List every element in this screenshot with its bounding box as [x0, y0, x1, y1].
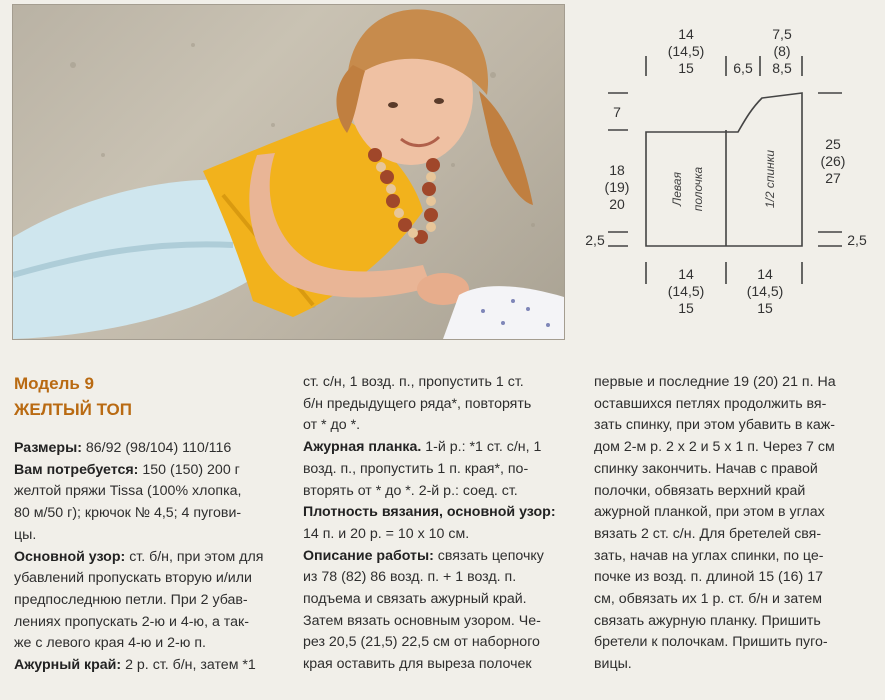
text-line: 80 м/50 г); крючок № 4,5; 4 пугови-	[14, 505, 242, 522]
schema-top-right	[762, 26, 802, 77]
schema-value: 8,5	[772, 60, 792, 76]
continued-paragraph	[303, 372, 575, 437]
text-line: 1-й р.: *1 ст. с/н, 1	[421, 439, 542, 456]
schema-value: 15	[678, 60, 694, 76]
text-line: рез 20,5 (21,5) 22,5 см от наборного	[303, 634, 540, 651]
schema-value: 25	[825, 136, 841, 152]
text-line: см, обвязать их 1 р. ст. б/н и затем	[594, 591, 822, 608]
schema-value: 7,5	[772, 26, 792, 42]
edge-paragraph	[14, 655, 280, 677]
text-line: дом 2-м р. 2 х 2 и 5 х 1 п. Через 7 см	[594, 439, 835, 456]
text-column-1	[14, 438, 280, 677]
schema-value: (8)	[773, 43, 791, 59]
edge-label: Ажурный край:	[14, 657, 122, 674]
schema-top-left	[661, 26, 711, 77]
text-line: возд. п., пропустить 1 п. края*, по-	[303, 460, 529, 477]
text-line: ст. б/н, при этом для	[125, 548, 264, 565]
schema-value: 27	[825, 170, 841, 186]
text-line: из 78 (82) 86 возд. п. + 1 возд. п.	[303, 569, 517, 586]
sizes-paragraph	[14, 438, 280, 460]
schema-top-mid: 6,5	[733, 60, 753, 76]
pattern-schema	[570, 0, 885, 340]
schema-value: (14,5)	[667, 43, 705, 59]
need-paragraph	[14, 460, 280, 547]
schema-bottom-right	[740, 266, 790, 317]
schema-value: (26)	[820, 153, 846, 169]
text-line: ажурной планкой, при этом в углах	[594, 504, 825, 521]
work-label: Описание работы:	[303, 547, 434, 564]
text-line: оставшихся петлях продолжить вя-	[594, 395, 827, 412]
schema-right-25: 2,5	[847, 232, 867, 248]
text-line: вторять от * до *. 2-й р.: соед. ст.	[303, 482, 518, 499]
text-line: края оставить для выреза полочек	[303, 656, 532, 673]
schema-bottom-left	[661, 266, 711, 317]
text-line: спинку закончить. Начав с правой	[594, 460, 818, 477]
work-paragraph	[303, 546, 575, 676]
model-subtitle: ЖЕЛТЫЙ ТОП	[14, 400, 133, 419]
schema-right-size	[816, 136, 850, 187]
main-pattern-paragraph	[14, 547, 280, 656]
schema-left-size	[600, 162, 634, 213]
text-line: 150 (150) 200 г	[138, 461, 240, 478]
schema-value: (14,5)	[746, 283, 784, 299]
main-pattern-label: Основной узор:	[14, 548, 126, 565]
density-label: Плотность вязания, основной узор:	[303, 504, 556, 521]
text-line: почке из возд. п. длиной 15 (16) 17	[594, 569, 824, 586]
text-line: вязать 2 ст. с/н. Для бретелей свя-	[594, 525, 822, 542]
text-line: цы.	[14, 526, 37, 543]
schema-value: (14,5)	[667, 283, 705, 299]
text-line: первые и последние 19 (20) 21 п. На	[594, 374, 836, 390]
text-line: подъема и связать ажурный край.	[303, 591, 527, 608]
schema-left-7: 7	[613, 104, 621, 120]
text-line: же с левого края 4-ю и 2-ю п.	[14, 635, 206, 652]
text-column-2	[303, 372, 575, 676]
schema-value: 15	[757, 300, 773, 316]
text-line: связать цепочку	[433, 547, 544, 564]
text-line: полочки, обвязать верхний край	[594, 482, 806, 499]
schema-value: 15	[678, 300, 694, 316]
sizes-value: 86/92 (98/104) 110/116	[81, 440, 232, 456]
text-line: б/н предыдущего ряда*, повторять	[303, 395, 532, 412]
finish-paragraph	[594, 372, 864, 676]
text-line: от * до *.	[303, 417, 361, 434]
text-column-3	[594, 372, 864, 676]
piece-left-label-2: полочка	[691, 166, 705, 212]
need-label: Вам потребуется:	[14, 461, 139, 478]
piece-right-label: 1/2 спинки	[763, 149, 777, 209]
text-line: связать ажурную планку. Пришить	[594, 612, 821, 629]
text-line: Затем вязать основным узором. Че-	[303, 612, 541, 629]
strip-paragraph	[303, 437, 575, 502]
schema-left-25: 2,5	[585, 232, 605, 248]
text-line: бретели к полочкам. Пришить пуго-	[594, 634, 828, 651]
text-line: лениях пропускать 2-ю и 4-ю, а так-	[14, 613, 249, 630]
sizes-label: Размеры:	[14, 440, 82, 456]
text-line: вицы.	[594, 656, 632, 673]
edge-value: 2 р. ст. б/н, затем *1	[121, 657, 256, 674]
piece-left-label-1: Левая	[670, 172, 684, 206]
schema-value: 14	[678, 266, 694, 282]
schema-value: 14	[678, 26, 694, 42]
text-line: желтой пряжи Tissa (100% хлопка,	[14, 483, 242, 500]
density-paragraph	[303, 502, 575, 545]
schema-value: (19)	[604, 179, 630, 195]
text-line: предпоследнюю петли. При 2 убав-	[14, 591, 248, 608]
text-line: убавлений пропускать вторую и/или	[14, 570, 252, 587]
text-line: зать, начав на углах спинки, по це-	[594, 547, 824, 564]
schema-value: 18	[609, 162, 625, 178]
schema-value: 20	[609, 196, 625, 212]
schema-value: 14	[757, 266, 773, 282]
model-title: Модель 9	[14, 374, 94, 393]
strip-label: Ажурная планка.	[303, 439, 422, 456]
density-value: 14 п. и 20 р. = 10 х 10 см.	[303, 525, 470, 542]
text-line: ст. с/н, 1 возд. п., пропустить 1 ст.	[303, 374, 524, 390]
photo-girl-yellow-top	[12, 4, 565, 340]
text-line: зать спинку, при этом убавить в каж-	[594, 417, 836, 434]
